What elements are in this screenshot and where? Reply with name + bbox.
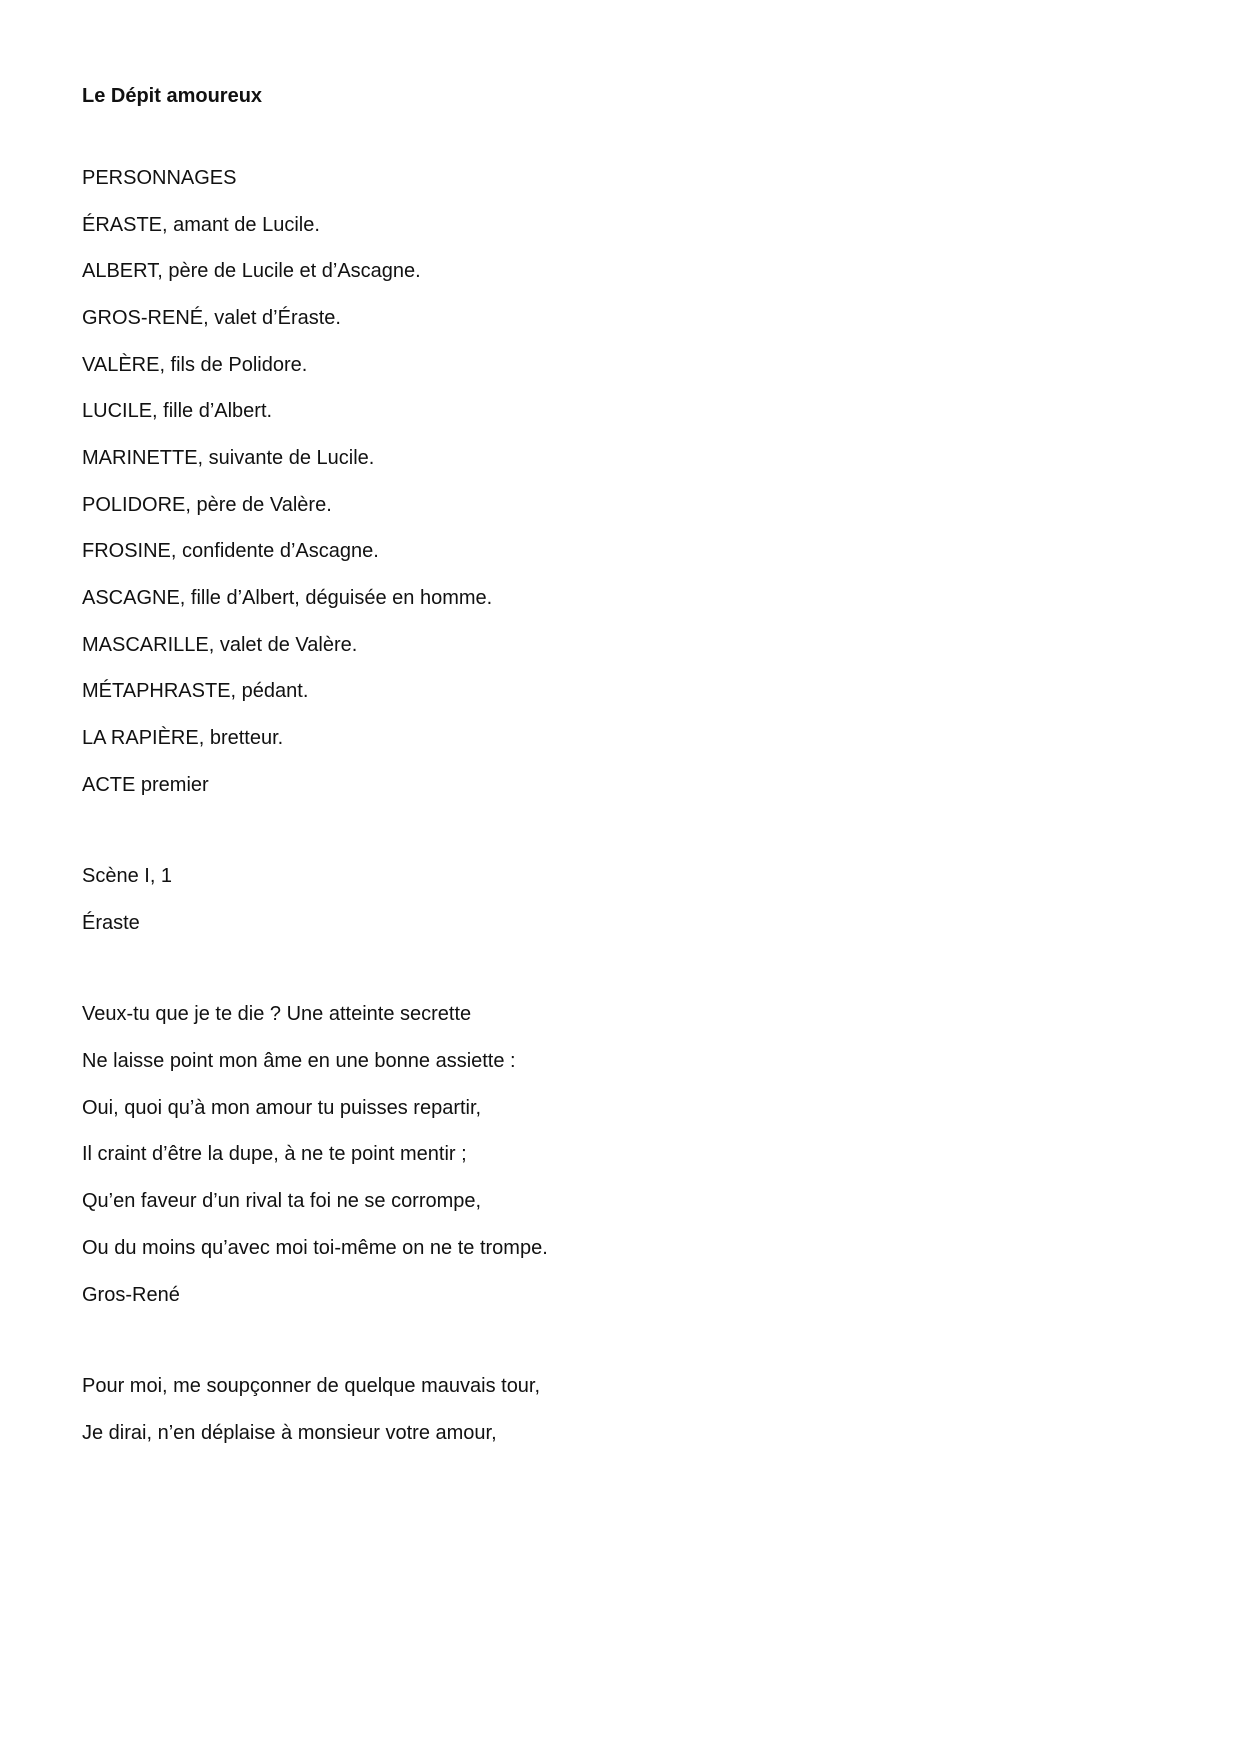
character-line: VALÈRE, fils de Polidore.: [82, 354, 308, 376]
character-line: POLIDORE, père de Valère.: [82, 494, 332, 516]
character-line: ALBERT, père de Lucile et d’Ascagne.: [82, 260, 421, 282]
character-line: GROS-RENÉ, valet d’Éraste.: [82, 307, 341, 329]
scene-heading: Scène I, 1: [82, 865, 173, 887]
character-line: MASCARILLE, valet de Valère.: [82, 634, 358, 656]
verse-line: Qu’en faveur d’un rival ta foi ne se corrompe,: [82, 1190, 482, 1212]
verse-line: Je dirai, n’en déplaise à monsieur votre amour,: [82, 1422, 497, 1444]
verse-line: Oui, quoi qu’à mon amour tu puisses repartir,: [82, 1097, 482, 1119]
character-line: ÉRASTE, amant de Lucile.: [82, 214, 320, 236]
character-line: MARINETTE, suivante de Lucile.: [82, 447, 375, 469]
personnages-heading: PERSONNAGES: [82, 167, 237, 189]
character-line: LUCILE, fille d’Albert.: [82, 400, 273, 422]
character-line: ASCAGNE, fille d’Albert, déguisée en homme.: [82, 587, 493, 609]
speaker-name: Éraste: [82, 912, 140, 934]
verse-line: Veux-tu que je te die ? Une atteinte secrette: [82, 1003, 472, 1025]
character-line: LA RAPIÈRE, bretteur.: [82, 727, 284, 749]
speaker-name: Gros-René: [82, 1284, 180, 1306]
verse-line: Pour moi, me soupçonner de quelque mauvais tour,: [82, 1375, 541, 1397]
act-heading: ACTE premier: [82, 774, 209, 796]
verse-line: Il craint d’être la dupe, à ne te point mentir ;: [82, 1143, 467, 1165]
document-title: Le Dépit amoureux: [82, 85, 263, 107]
verse-line: Ne laisse point mon âme en une bonne assiette :: [82, 1050, 516, 1072]
character-line: FROSINE, confidente d’Ascagne.: [82, 540, 379, 562]
verse-line: Ou du moins qu’avec moi toi-même on ne te trompe.: [82, 1237, 548, 1259]
character-line: MÉTAPHRASTE, pédant.: [82, 680, 309, 702]
